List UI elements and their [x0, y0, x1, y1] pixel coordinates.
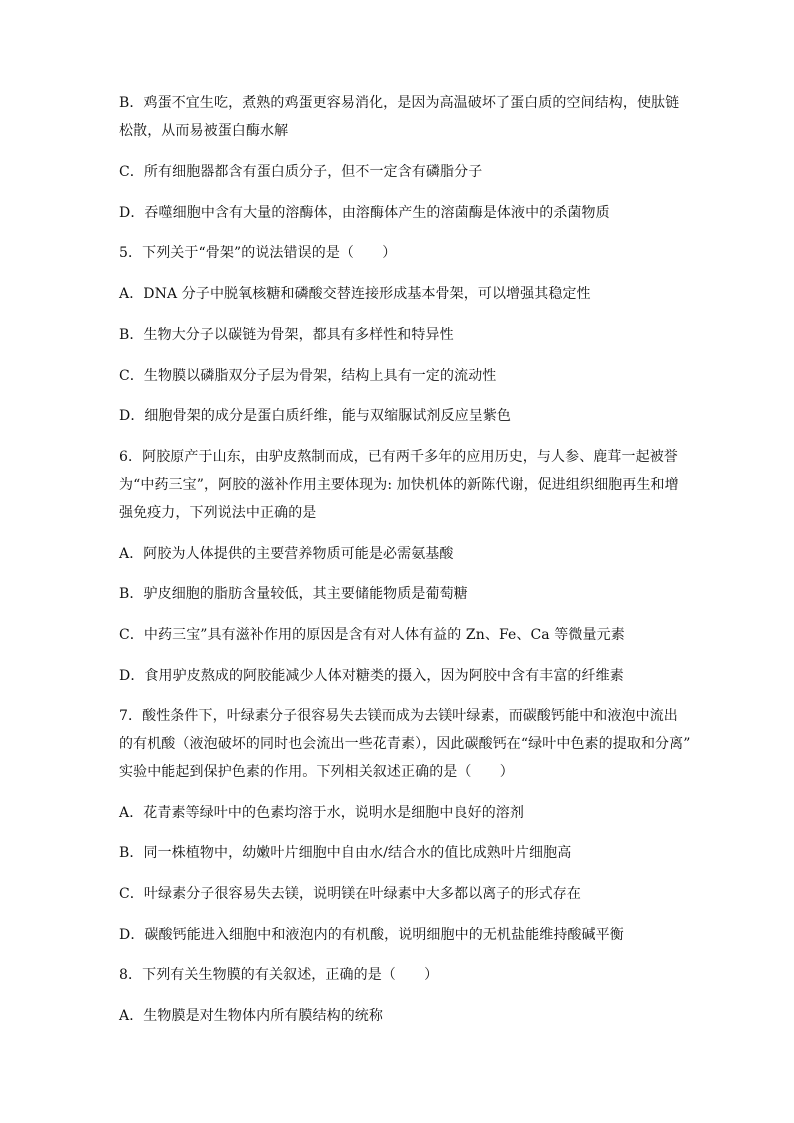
text-line-option-b-q4: B．鸡蛋不宜生吃，煮熟的鸡蛋更容易消化，是因为高温破坏了蛋白质的空间结构，使肽链	[119, 95, 680, 111]
question-6-stem-cont-1: 为“中药三宝”，阿胶的滋补作用主要体现为: 加快机体的新陈代谢，促进组织细胞再生和增	[119, 477, 679, 493]
question-8-stem: 8．下列有关生物膜的有关叙述，正确的是（ ）	[119, 967, 439, 983]
text-line-option-c-q5: C．生物膜以磷脂双分子层为骨架，结构上具有一定的流动性	[119, 368, 497, 384]
text-line-option-b-q5: B．生物大分子以碳链为骨架，都具有多样性和特异性	[119, 327, 454, 343]
text-line-option-d-q4: D．吞噬细胞中含有大量的溶酶体，由溶酶体产生的溶菌酶是体液中的杀菌物质	[119, 205, 610, 221]
question-5-stem: 5．下列关于“骨架”的说法错误的是（ ）	[119, 245, 397, 261]
text-line-option-b-q4-cont: 松散，从而易被蛋白酶水解	[119, 123, 289, 139]
text-line-option-a-q5: A．DNA 分子中脱氧核糖和磷酸交替连接形成基本骨架，可以增强其稳定性	[119, 286, 591, 302]
text-line-option-b-q6: B．驴皮细胞的脂肪含量较低，其主要储能物质是葡萄糖	[119, 586, 468, 602]
text-line-option-d-q5: D．细胞骨架的成分是蛋白质纤维，能与双缩脲试剂反应呈紫色	[119, 408, 512, 424]
text-line-option-c-q7: C．叶绿素分子很容易失去镁，说明镁在叶绿素中大多都以离子的形式存在	[119, 886, 582, 902]
text-line-option-a-q8: A．生物膜是对生物体内所有膜结构的统称	[119, 1008, 384, 1024]
question-6-stem-cont-2: 强免疫力，下列说法中正确的是	[119, 505, 317, 521]
text-line-option-b-q7: B．同一株植物中，幼嫩叶片细胞中自由水/结合水的值比成熟叶片细胞高	[119, 845, 572, 861]
text-line-option-c-q4: C．所有细胞器都含有蛋白质分子，但不一定含有磷脂分子	[119, 164, 483, 180]
text-line-option-a-q7: A．花青素等绿叶中的色素均溶于水，说明水是细胞中良好的溶剂	[119, 805, 525, 821]
text-line-option-c-q6: C．中药三宝”具有滋补作用的原因是含有对人体有益的 Zn、Fe、Ca 等微量元素	[119, 627, 625, 643]
question-7-stem-cont-2: 实验中能起到保护色素的作用。下列相关叙述正确的是（ ）	[119, 764, 514, 780]
question-6-stem: 6．阿胶原产于山东，由驴皮熬制而成，已有两千多年的应用历史，与人参、鹿茸一起被誉	[119, 449, 678, 465]
text-line-option-a-q6: A．阿胶为人体提供的主要营养物质可能是必需氨基酸	[119, 546, 454, 562]
text-line-option-d-q7: D．碳酸钙能进入细胞中和液泡内的有机酸，说明细胞中的无机盐能维持酸碱平衡	[119, 927, 624, 943]
question-7-stem: 7．酸性条件下，叶绿素分子很容易失去镁而成为去镁叶绿素，而碳酸钙能中和液泡中流出	[119, 708, 678, 724]
question-7-stem-cont-1: 的有机酸（液泡破坏的同时也会流出一些花青素），因此碳酸钙在“绿叶中色素的提取和分离”	[119, 736, 691, 752]
text-line-option-d-q6: D．食用驴皮熬成的阿胶能减少人体对糖类的摄入，因为阿胶中含有丰富的纤维素	[119, 668, 624, 684]
